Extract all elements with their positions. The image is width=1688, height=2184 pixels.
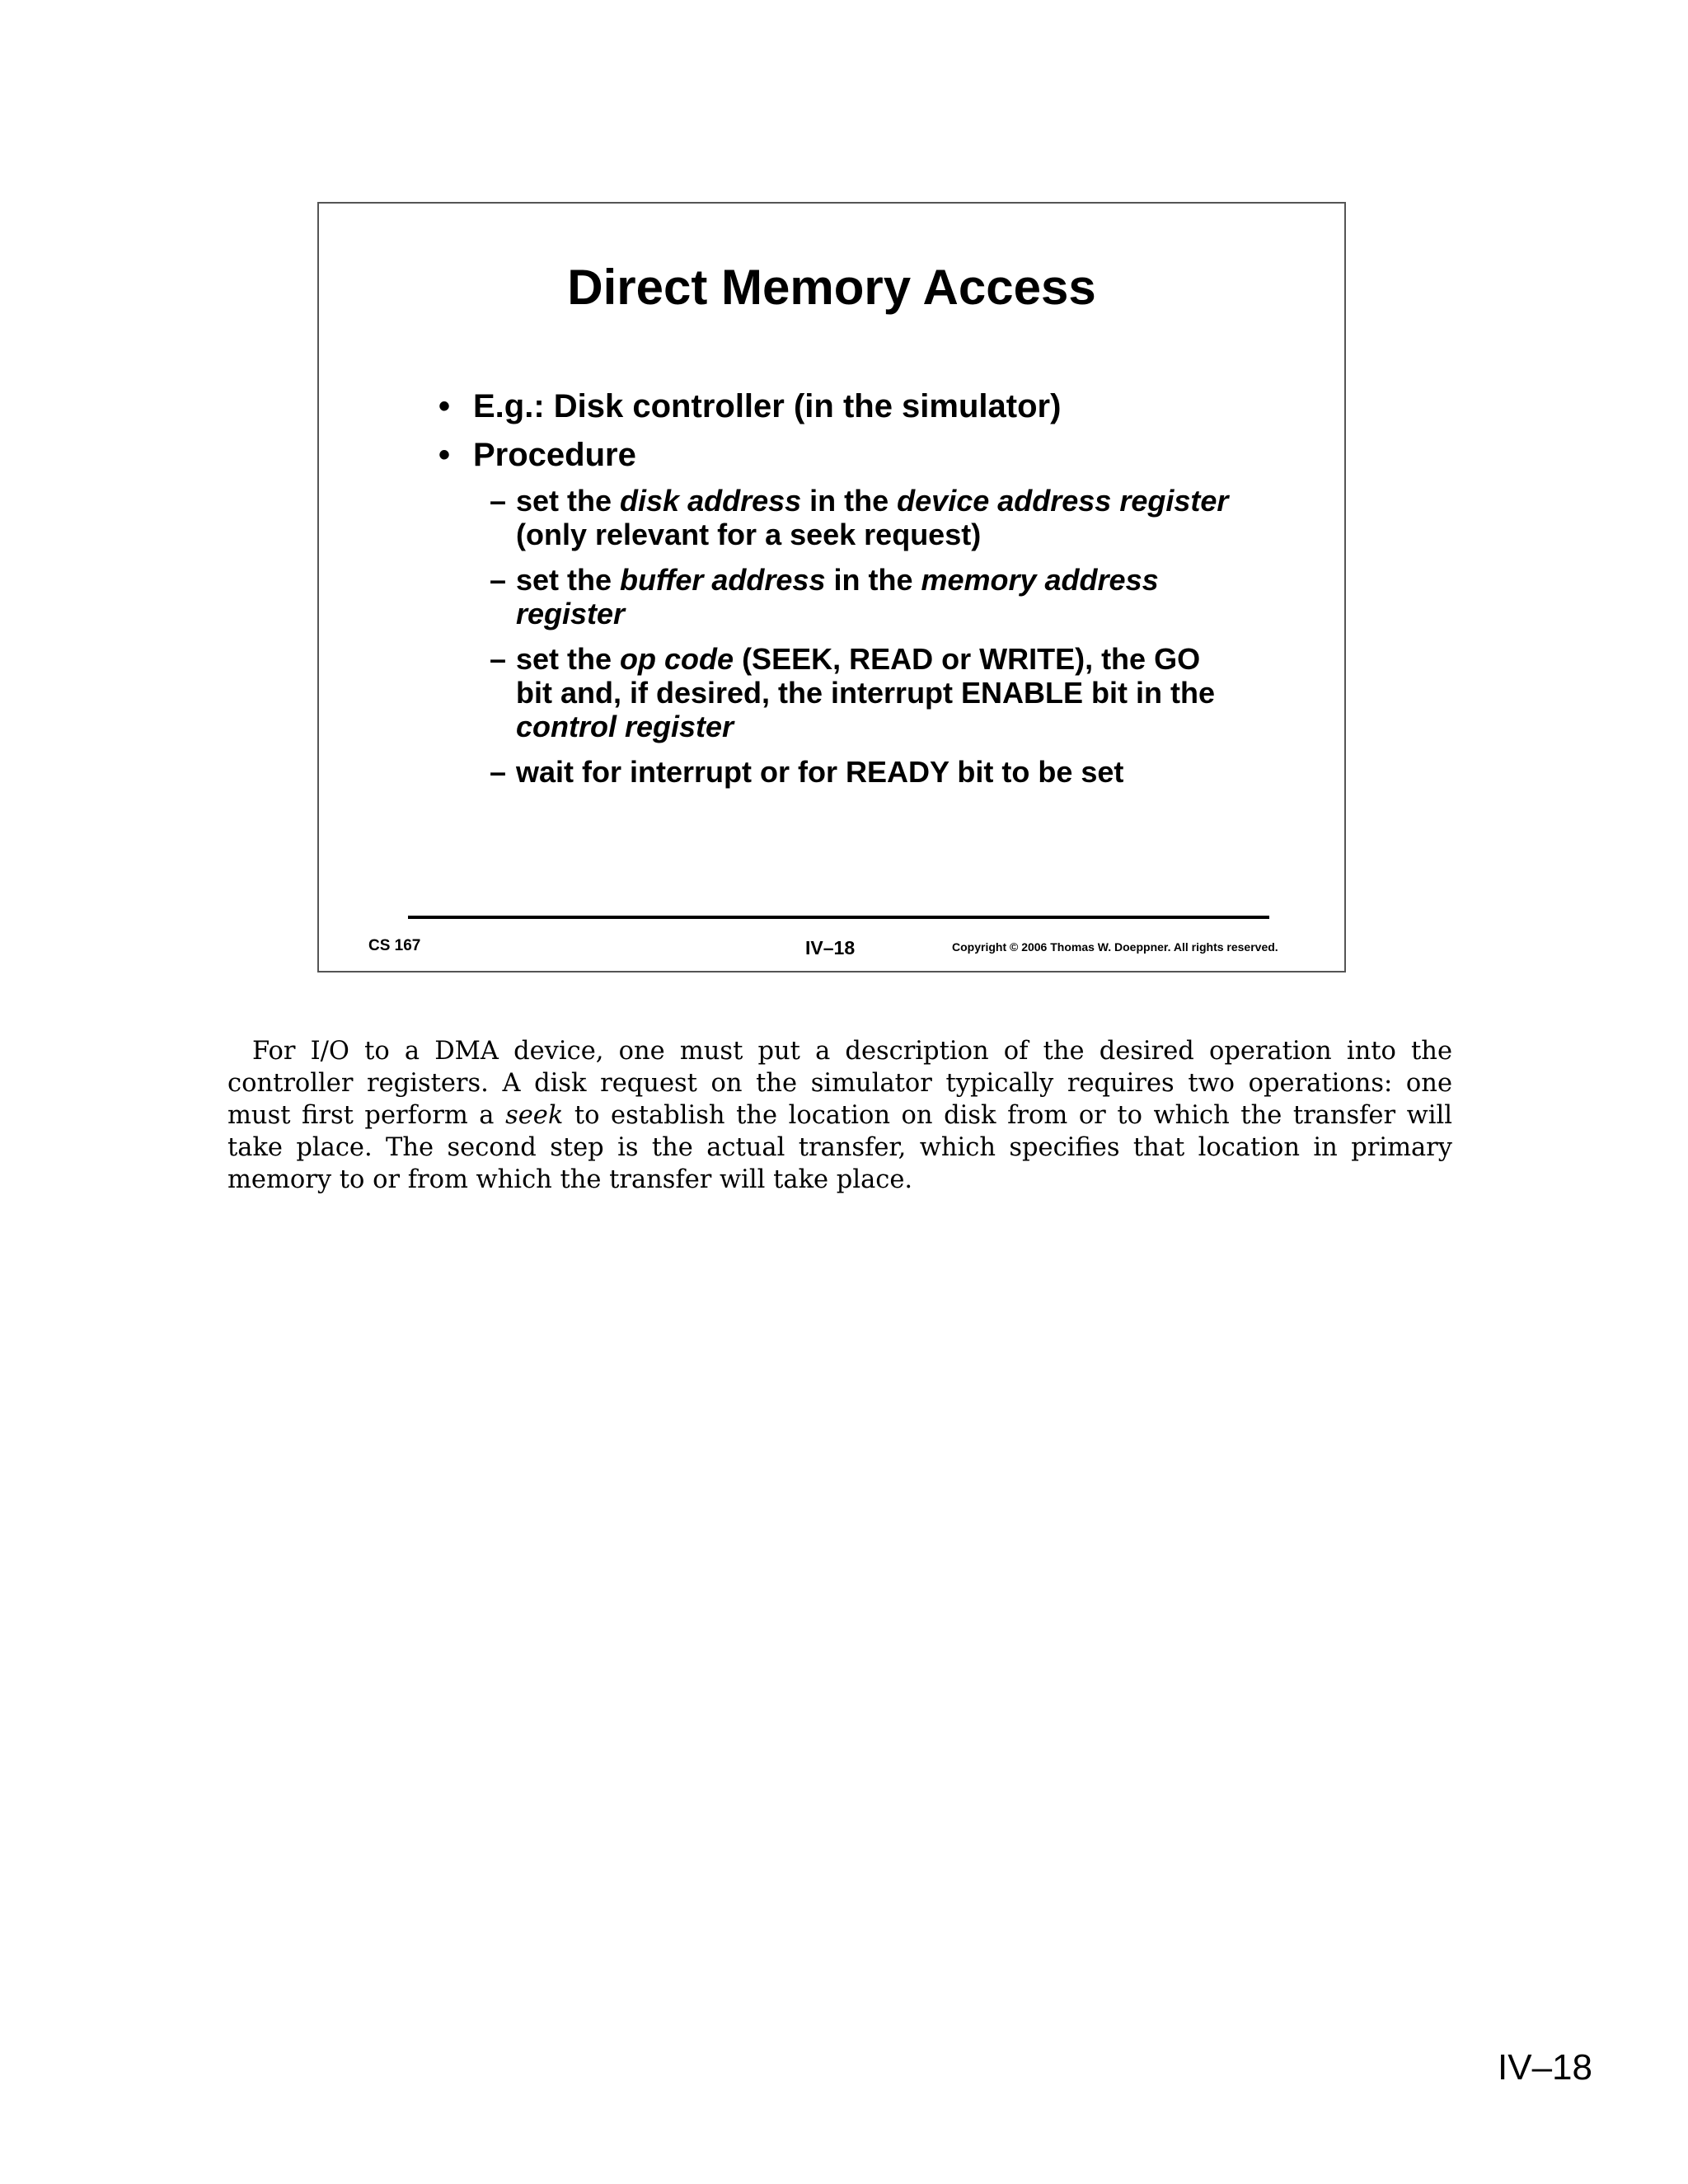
page-number: IV–18 — [1498, 2047, 1592, 2088]
step-emphasis: op code — [620, 642, 734, 676]
speaker-notes — [227, 1035, 1452, 1196]
bullet-text: Procedure — [473, 437, 636, 473]
step-emphasis: device address register — [897, 484, 1229, 518]
dash-marker: – — [490, 642, 507, 676]
procedure-step — [490, 642, 1233, 743]
notes-emphasis: seek — [505, 1101, 564, 1130]
notes-text: For I/O to a DMA device, one must put a description of the desired operation into the controller registers. A disk request on the simulator typically requires two operations: one must first perform a — [227, 1037, 1452, 1130]
step-text: wait for interrupt or for READY bit to be set — [516, 755, 1124, 789]
procedure-step — [490, 484, 1233, 551]
step-text: in the — [801, 484, 898, 518]
step-text: set the — [516, 484, 621, 518]
step-emphasis: memory address register — [516, 563, 1159, 630]
notes-text: to establish the location on disk from or to which the transfer will take place. The second step is the actual transfer, which specifies that location in primary memory to or from which the transfer will take place. — [227, 1101, 1452, 1194]
procedure-step — [490, 755, 1233, 789]
dash-marker: – — [490, 484, 507, 518]
footer-course: CS 167 — [368, 937, 421, 954]
bullet-item — [438, 387, 1263, 426]
bullet-text: E.g.: Disk controller (in the simulator) — [473, 388, 1062, 424]
step-emphasis: buffer address — [620, 563, 826, 597]
footer-rule — [408, 916, 1269, 919]
step-text: in the — [825, 563, 921, 597]
step-text: set the — [516, 563, 621, 597]
procedure-step — [490, 563, 1233, 630]
step-emphasis: disk address — [620, 484, 802, 518]
slide-frame — [317, 202, 1346, 972]
bullet-list — [438, 387, 1263, 800]
slide-title: Direct Memory Access — [567, 260, 1096, 315]
bullet-item — [438, 435, 1263, 475]
footer-copyright: Copyright © 2006 Thomas W. Doeppner. All rights reserved. — [952, 940, 1278, 954]
step-text: set the — [516, 642, 621, 676]
bullet-marker: • — [438, 437, 451, 473]
dash-marker: – — [490, 755, 507, 789]
footer-slide-number: IV–18 — [805, 937, 856, 958]
dash-marker: – — [490, 563, 507, 597]
bullet-marker: • — [438, 388, 451, 424]
step-emphasis: control register — [516, 710, 734, 743]
step-text: (only relevant for a seek request) — [516, 518, 982, 551]
step-text: (SEEK, READ or WRITE), the GO bit and, if desired, the interrupt ENABLE bit in the — [516, 642, 1216, 710]
